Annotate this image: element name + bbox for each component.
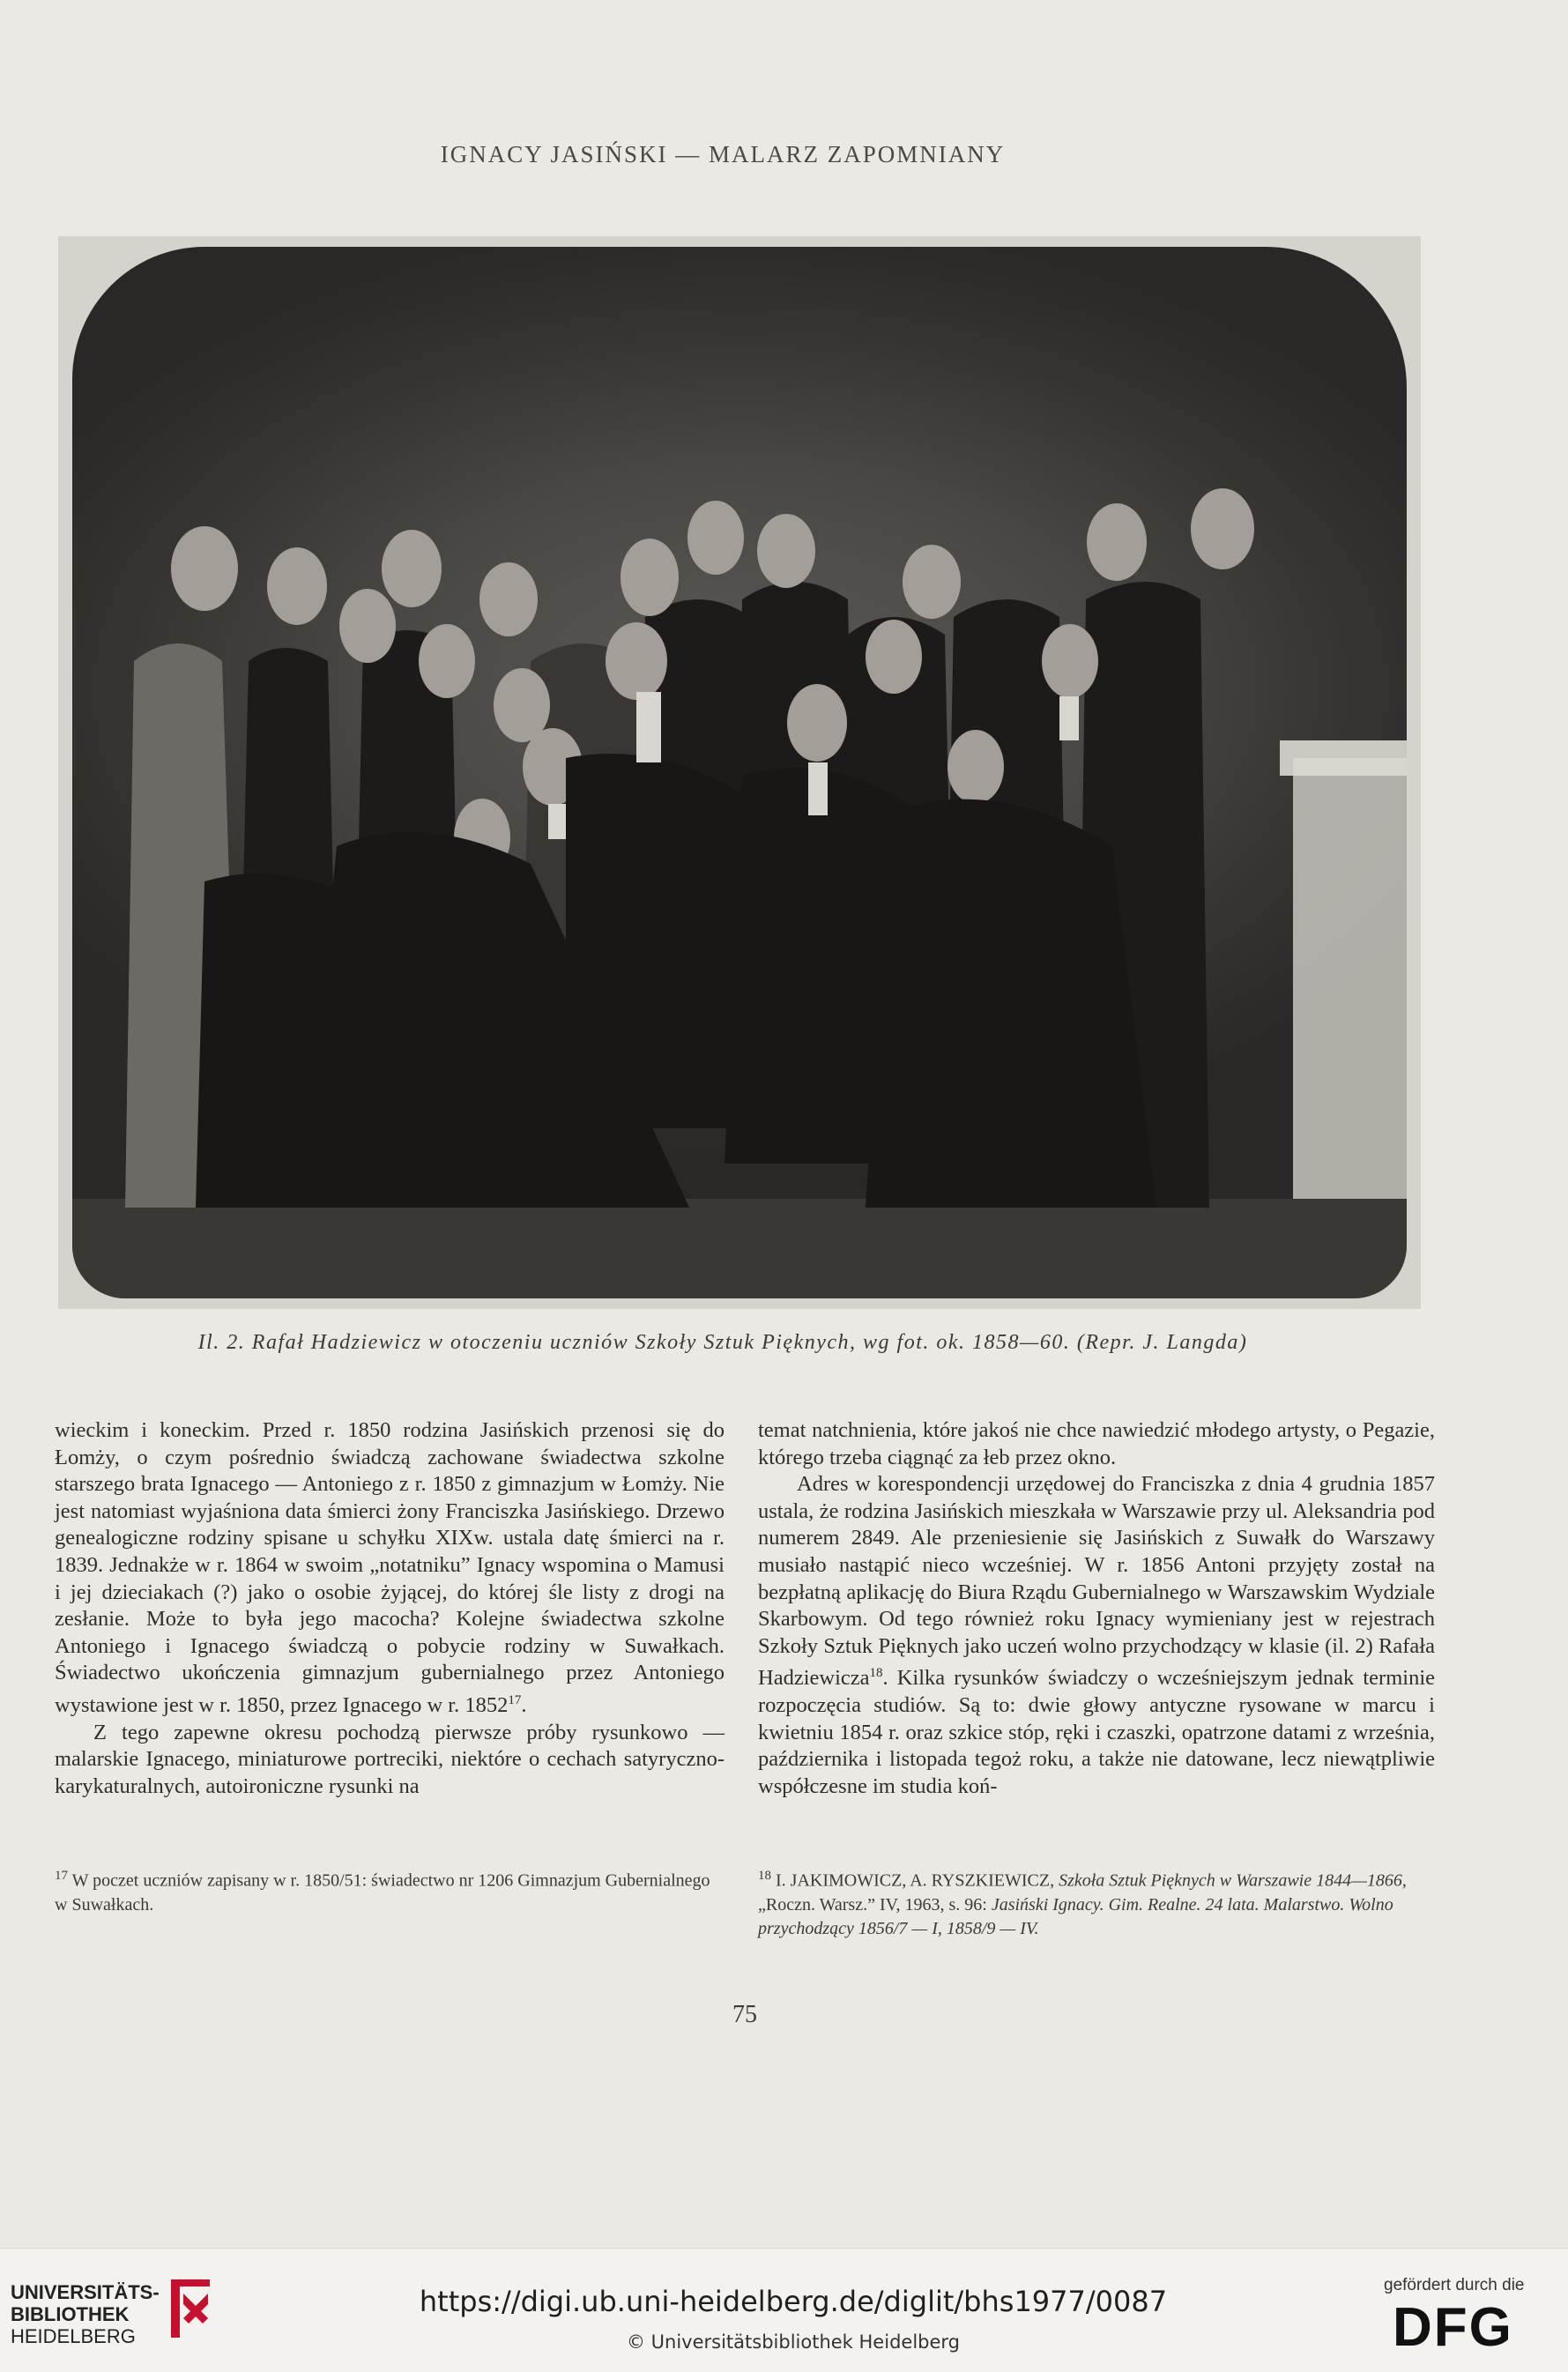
body-left-column — [55, 1417, 725, 1800]
document-url-link[interactable]: https://digi.ub.uni-heidelberg.de/diglit/bhs1977/0087 — [419, 2285, 1168, 2318]
page-number: 75 — [732, 2001, 757, 2028]
right-paragraph-2: Adres w korespondencji urzędowej do Franciszka z dnia 4 grudnia 1857 ustala, że rodzina Jasińskich mieszkała w Warszawie przy ul. Aleksandria pod numerem 2849. Ale przeniesienie się Jasińskich z Suwałk do Warszawy musiało nastąpić nieco wcześniej. W r. 1856 Antoni przyjęty został na bezpłatną aplikację do Biura Rządu Gubernialnego w Warszawskim Wydziale Skarbowym. Od tego również roku Ignacy wymieniany jest w rejestrach Szkoły Sztuk Pięknych jako uczeń wolno przychodzący w klasie (il. 2) Rafała Hadziewicza$^{18}$. Kilka rysunków świadczy o wcześniejszym jednak terminie rozpoczęcia studiów. Są to: dwie głowy antyczne rysowane w marcu i kwietniu 1854 r. oraz szkice stóp, ręki i czaszki, opatrzone datami z września, października i listopada tegoż roku, a także nie datowane, lecz niewątpliwie współczesne im studia koń- — [758, 1472, 1435, 1798]
dfg-logo[interactable]: DFG — [1393, 2297, 1513, 2358]
figure-photo-frame — [58, 236, 1421, 1309]
photo-figures — [72, 247, 1407, 1298]
figure-caption: Il. 2. Rafał Hadziewicz w otoczeniu uczniów Szkoły Sztuk Pięknych, wg fot. ok. 1858—60. (Repr. J. Langda) — [197, 1331, 1248, 1354]
funder-subtitle: gefördert durch die — [1384, 2276, 1525, 2294]
footnote-left: $^{17}$ W poczet uczniów zapisany w r. 1850/51: świadectwo nr 1206 Gimnazjum Gubernialnego w Suwałkach. — [55, 1869, 710, 1915]
library-logo-icon[interactable] — [164, 2274, 217, 2345]
group-portrait-photo — [72, 247, 1407, 1298]
right-paragraph-1: temat natchnienia, które jakoś nie chce nawiedzić młodego artysty, o Pegazie, którego trzeba ciągnąć za łeb przez okno. — [758, 1418, 1435, 1469]
library-name[interactable]: UNIVERSITÄTS- BIBLIOTHEK HEIDELBERG — [11, 2281, 160, 2347]
left-paragraph-1: wieckim i koneckim. Przed r. 1850 rodzina Jasińskich przenosi się do Łomży, o czym pośrednio świadczą zachowane świadectwa szkolne starszego brata Ignacego — Antoniego z r. 1850 z gimnazjum w Łomży. Nie jest natomiast wyjaśniona data śmierci żony Franciszka Jasińskiego. Drzewo genealogiczne rodziny spisane u schyłku XIXw. ustala datę śmierci na r. 1839. Jednakże w r. 1864 w swoim „notatniku” Ignacy wspomina o Mamusi i jej dzieciakach (?) jako o osobie żyjącej, do której śle listy z drogi na zesłanie. Może to była jego macocha? Kolejne świadectwa szkolne Antoniego i Ignacego świadczą o pobycie rodziny w Suwałkach. Świadectwo ukończenia gimnazjum gubernialnego przez Antoniego wystawione jest w r. 1850, przez Ignacego w r. 1852$^{17}$. — [55, 1418, 725, 1718]
footnote-right: $^{18}$ I. JAKIMOWICZ, A. RYSZKIEWICZ, Szkoła Sztuk Pięknych w Warszawie 1844—1866, „Roczn. Warsz.” IV, 1963, s. 96: Jasiński Ignacy. Gim. Realne. 24 lata. Malarstwo. Wolno przychodzący 1856/7 — I, 1858/9 — IV. — [758, 1869, 1407, 1938]
copyright-notice: © Universitätsbibliothek Heidelberg — [626, 2331, 960, 2353]
left-paragraph-2: Z tego zapewne okresu pochodzą pierwsze próby rysunkowo — malarskie Ignacego, miniaturowe portreciki, niektóre o cechach satyryczno-karykaturalnych, autoironiczne rysunki na — [55, 1720, 725, 1798]
body-right-column — [758, 1417, 1435, 1800]
running-head: IGNACY JASIŃSKI — MALARZ ZAPOMNIANY — [440, 141, 1006, 167]
